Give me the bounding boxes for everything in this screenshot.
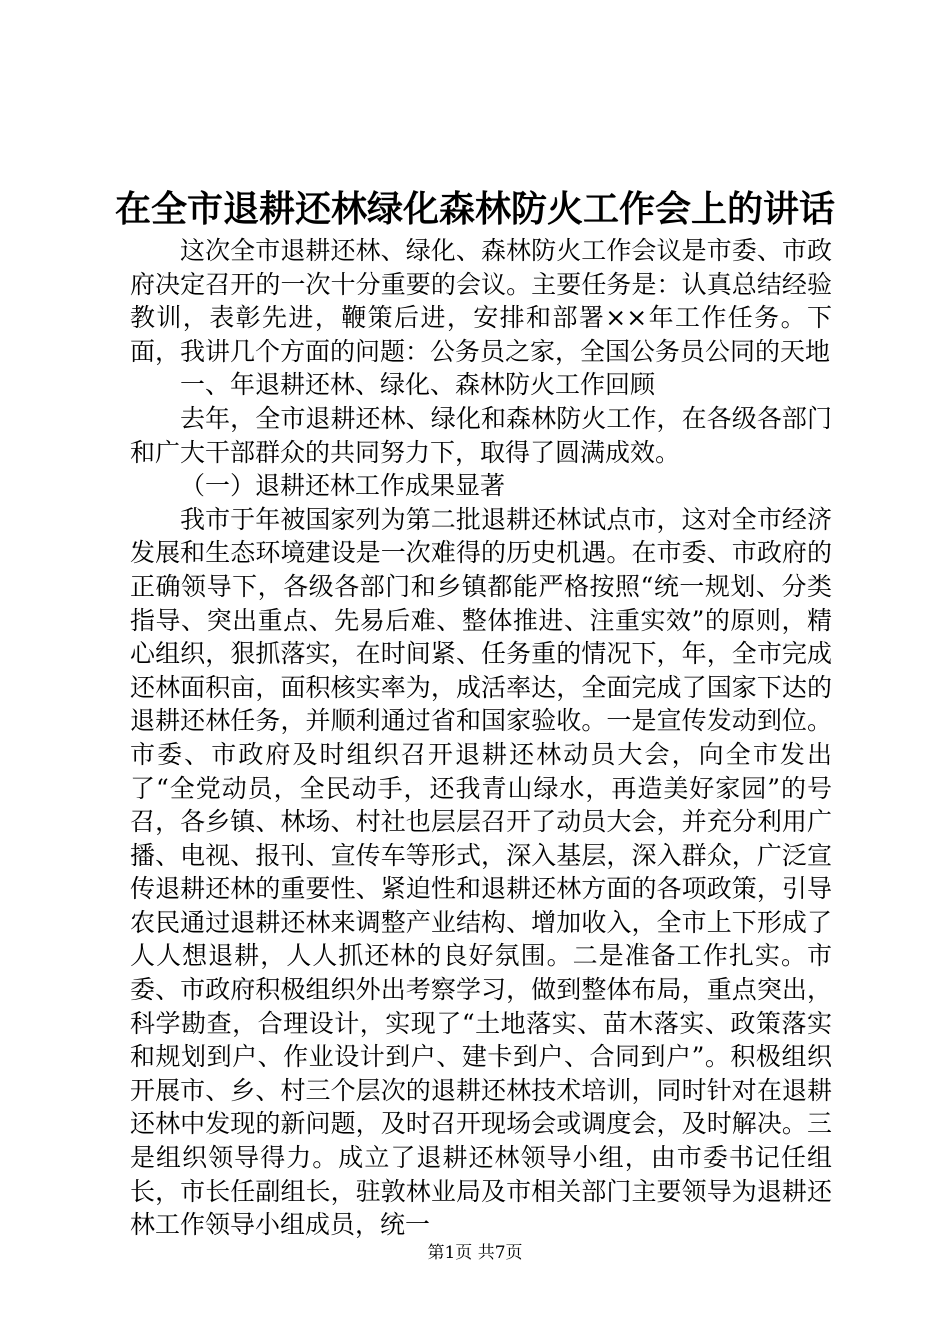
document-title: 在全市退耕还林绿化森林防火工作会上的讲话 bbox=[114, 188, 835, 230]
section-heading-1: 一、年退耕还林、绿化、森林防火工作回顾 bbox=[180, 370, 656, 400]
paragraph-achievements: 我市于年被国家列为第二批退耕还林试点市，这对全市经济发展和生态环境建设是一次难得的历史机遇。在市委、市政府的正确领导下，各级各部门和乡镇都能严格按照“统一规划、分类指导、突出重点、先易后难、整体推进、注重实效”的原则，精心组织，狠抓落实，在时间紧、任务重的情况下，年，全市完成还林面积亩，面积核实率为，成活率达，全面完成了国家下达的退耕还林任务，并顺利通过省和国家验收。一是宣传发动到位。市委、市政府及时组织召开退耕还林动员大会，向全市发出了“全党动员，全民动手，还我青山绿水，再造美好家园”的号召，各乡镇、林场、村社也层层召开了动员大会，并充分利用广播、电视、报刊、宣传车等形式，深入基层，深入群众，广泛宣传退耕还林的重要性、紧迫性和退耕还林方面的各项政策，引导农民通过退耕还林来调整产业结构、增加收入，全市上下形成了人人想退耕，人人抓还林的良好氛围。二是准备工作扎实。市委、市政府积极组织外出考察学习，做到整体布局，重点突出，科学勘查，合理设计，实现了“土地落实、苗木落实、政策落实和规划到户、作业设计到户、建卡到户、合同到户”。积极组织开展市、乡、村三个层次的退耕还林技术培训，同时针对在退耕还林中发现的新问题，及时召开现场会或调度会，及时解决。三是组织领导得力。成立了退耕还林领导小组，由市委书记任组长，市长任副组长，驻敦林业局及市相关部门主要领导为退耕还林工作领导小组成员，统一 bbox=[130, 504, 832, 1240]
paragraph-review: 去年，全市退耕还林、绿化和森林防火工作，在各级各部门和广大干部群众的共同努力下，取得了圆满成效。 bbox=[130, 403, 832, 467]
paragraph-intro: 这次全市退耕还林、绿化、森林防火工作会议是市委、市政府决定召开的一次十分重要的会议。主要任务是：认真总结经验教训，表彰先进，鞭策后进，安排和部署××年工作任务。下面，我讲几个方面的问题：公务员之家，全国公务员公同的天地 bbox=[130, 236, 832, 366]
document-body bbox=[130, 234, 832, 1242]
page-footer: 第1页 共7页 bbox=[427, 1243, 523, 1263]
subsection-heading-1: （一）退耕还林工作成果显著 bbox=[180, 471, 506, 501]
